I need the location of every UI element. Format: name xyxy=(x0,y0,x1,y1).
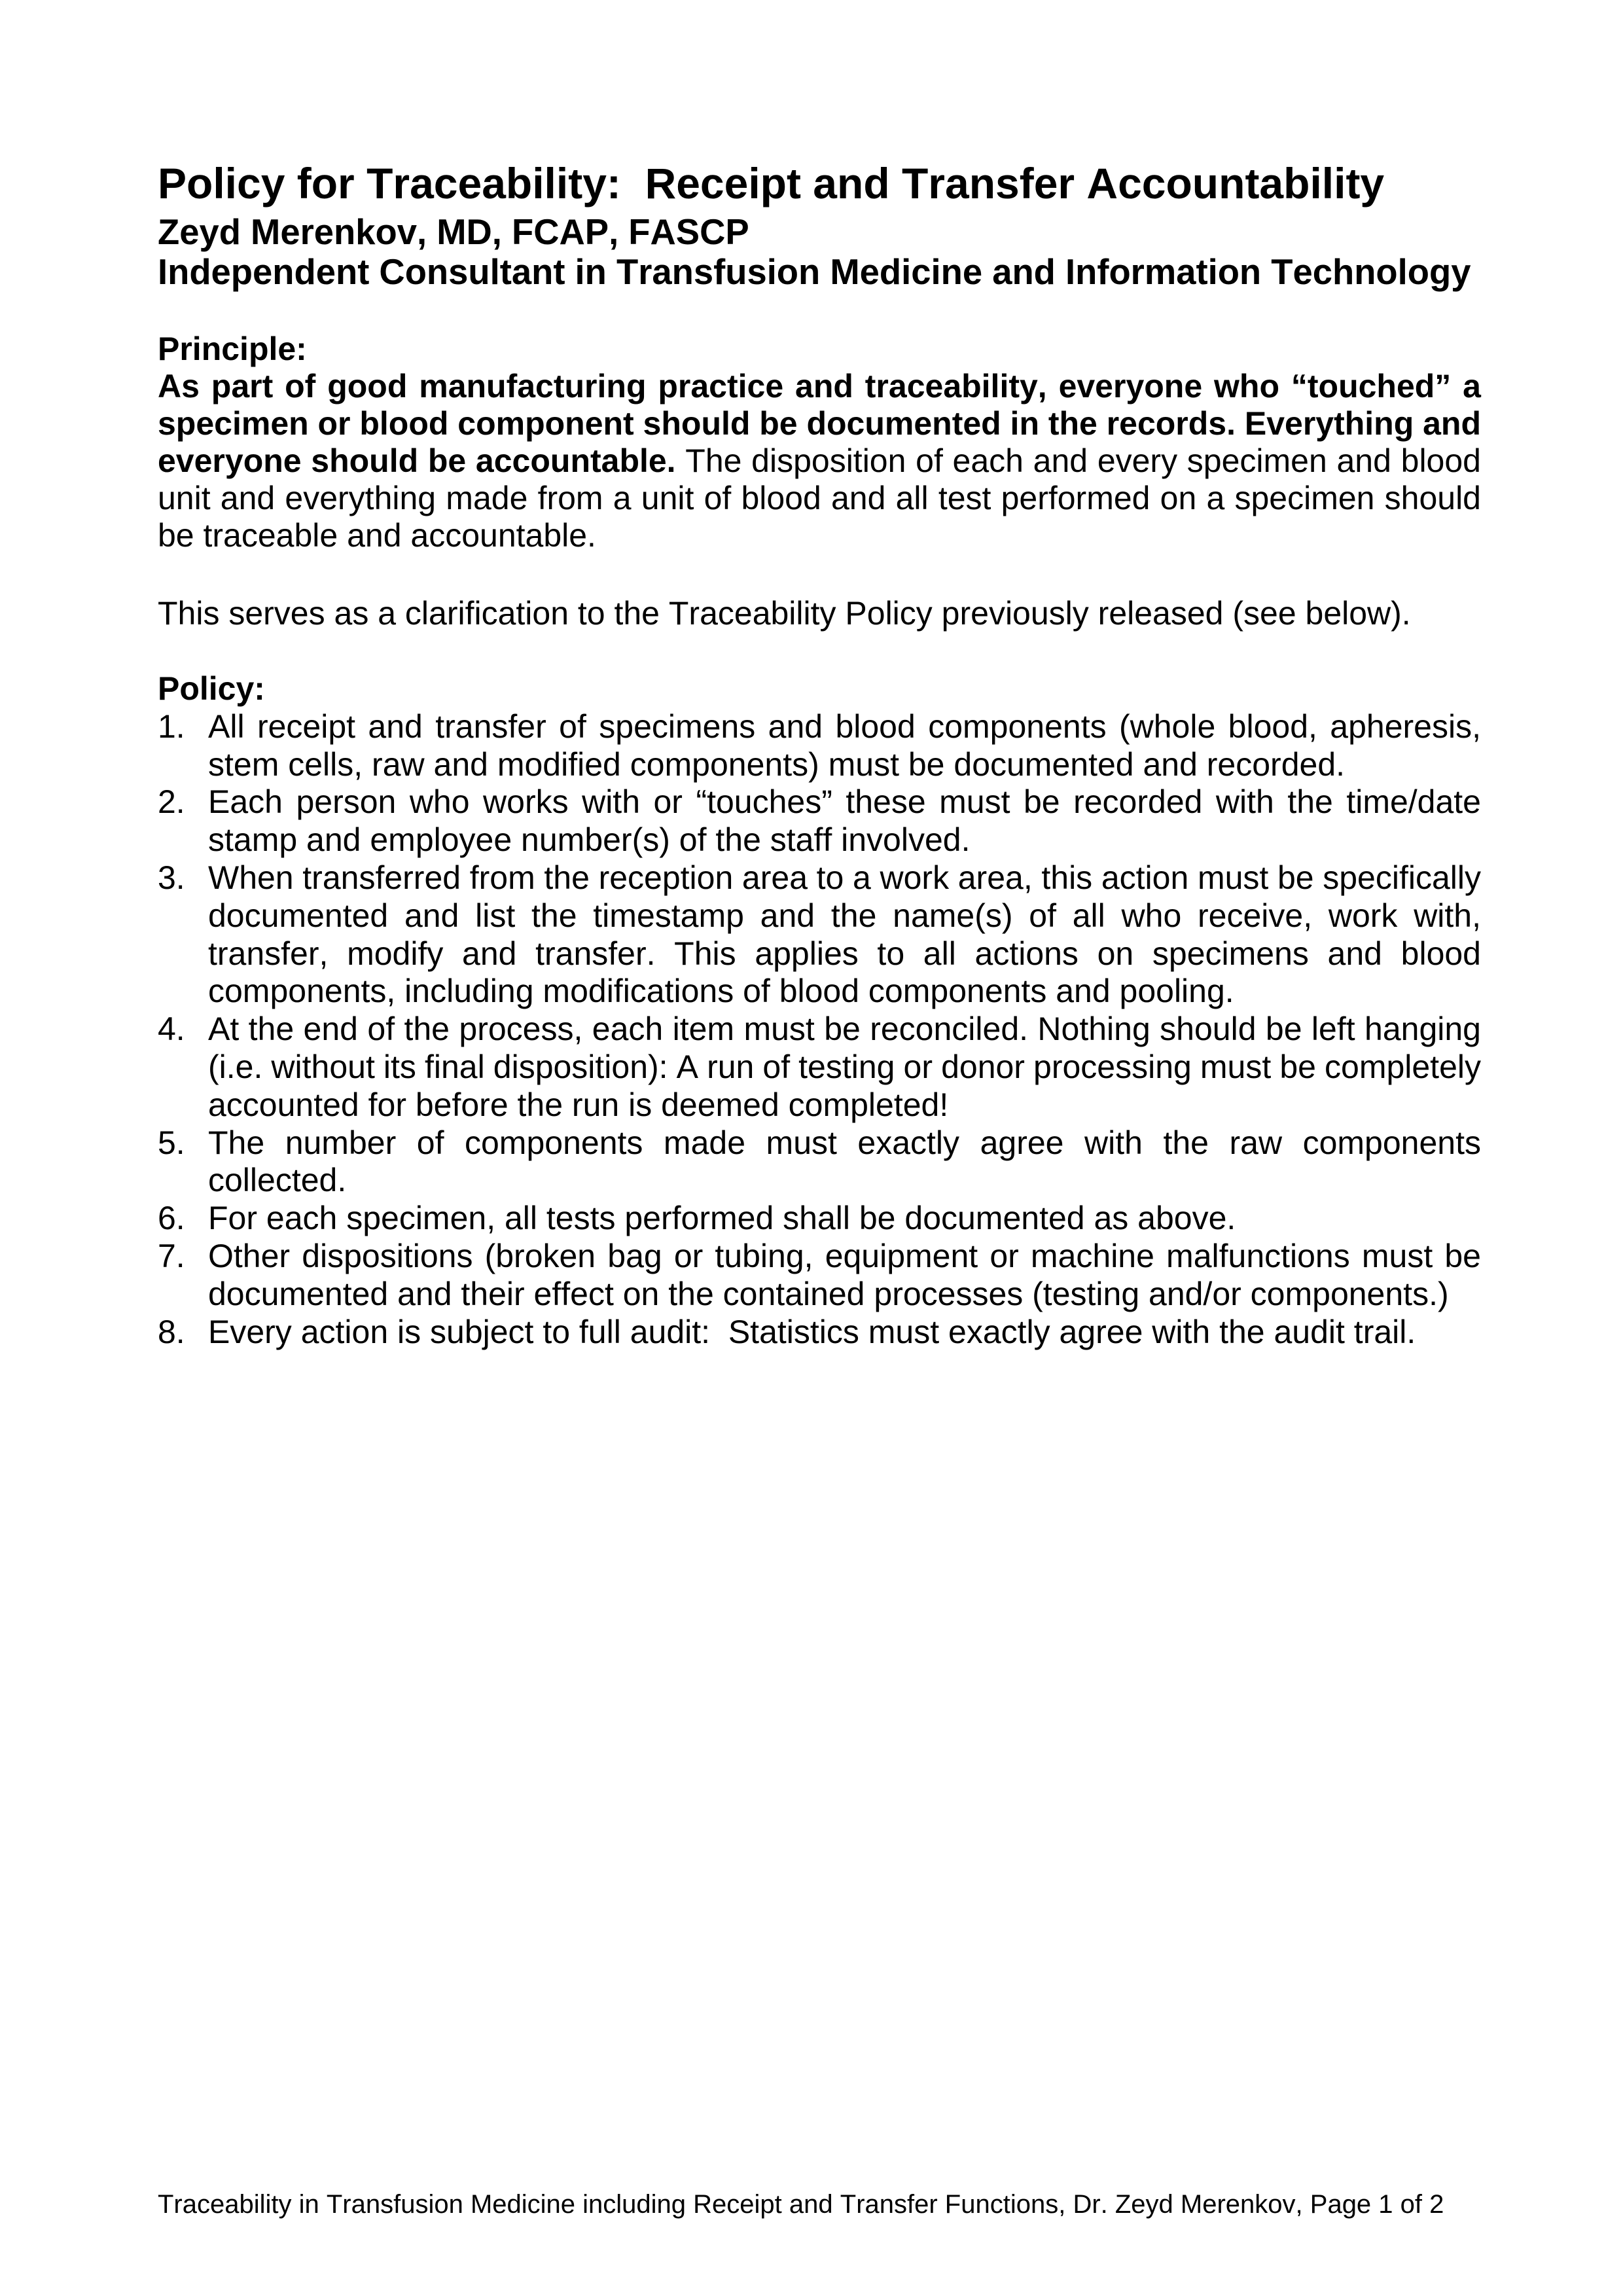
principle-line xyxy=(158,405,1481,442)
regular-text: be traceable and accountable. xyxy=(158,517,596,554)
bold-text: As part of good manufacturing practice and traceability, everyone who “touched” a xyxy=(158,368,1481,404)
item-number: 5. xyxy=(158,1124,185,1161)
principle-line xyxy=(158,442,1481,480)
item-line: stamp and employee number(s) of the staff involved. xyxy=(208,821,971,859)
item-number: 6. xyxy=(158,1200,185,1237)
principle-line xyxy=(158,368,1481,405)
item-number: 3. xyxy=(158,859,185,896)
item-line: Every action is subject to full audit: Statistics must exactly agree with the audit trail. xyxy=(208,1313,1416,1350)
policy-item-1 xyxy=(158,708,1481,784)
policy-heading: Policy: xyxy=(158,670,265,707)
item-line: Each person who works with or “touches” these must be recorded with the time/date xyxy=(208,783,1481,821)
item-line: For each specimen, all tests performed shall be documented as above. xyxy=(208,1200,1236,1237)
policy-section xyxy=(158,670,1481,1351)
principle-heading: Principle: xyxy=(158,331,307,367)
item-text xyxy=(208,1200,1481,1238)
policy-item-8 xyxy=(158,1314,1481,1352)
item-line: Other dispositions (broken bag or tubing, equipment or machine malfunctions must be xyxy=(208,1237,1481,1274)
item-line: (i.e. without its final disposition): A run of testing or donor processing must be completely xyxy=(208,1048,1481,1085)
item-line: When transferred from the reception area to a work area, this action must be specifically xyxy=(208,859,1481,896)
item-text xyxy=(208,708,1481,784)
document-title: Policy for Traceability: Receipt and Transfer Accountability xyxy=(158,159,1385,207)
principle-line xyxy=(158,480,1481,517)
item-line: stem cells, raw and modified components) must be documented and recorded. xyxy=(208,745,1346,783)
policy-item-5 xyxy=(158,1124,1481,1200)
principle-section xyxy=(158,331,1481,554)
item-number: 7. xyxy=(158,1237,185,1274)
item-text xyxy=(208,783,1481,859)
affiliation-line: Independent Consultant in Transfusion Medicine and Information Technology xyxy=(158,252,1471,292)
policy-item-3 xyxy=(158,859,1481,1011)
policy-item-4 xyxy=(158,1011,1481,1124)
regular-text: unit and everything made from a unit of blood and all test performed on a specimen should xyxy=(158,480,1481,516)
item-number: 1. xyxy=(158,708,185,745)
author-line: Zeyd Merenkov, MD, FCAP, FASCP xyxy=(158,212,749,252)
policy-item-2 xyxy=(158,783,1481,859)
item-number: 8. xyxy=(158,1313,185,1350)
item-line: At the end of the process, each item must be reconciled. Nothing should be left hanging xyxy=(208,1011,1481,1048)
regular-text: The disposition of each and every specimen and blood xyxy=(685,442,1481,479)
item-line: The number of components made must exactly agree with the raw components xyxy=(208,1124,1481,1161)
item-line: collected. xyxy=(208,1162,347,1199)
item-line: documented and their effect on the contained processes (testing and/or components.) xyxy=(208,1275,1449,1312)
item-line: documented and list the timestamp and the name(s) of all who receive, work with, xyxy=(208,897,1481,934)
item-number: 4. xyxy=(158,1011,185,1048)
policy-item-7 xyxy=(158,1238,1481,1314)
item-text xyxy=(208,1314,1481,1352)
bold-text: everyone should be accountable. xyxy=(158,442,676,479)
item-text xyxy=(208,1238,1481,1314)
clarification-text: This serves as a clarification to the Traceability Policy previously released (see below). xyxy=(158,595,1411,632)
byline xyxy=(158,212,1471,292)
item-line: accounted for before the run is deemed completed! xyxy=(208,1086,949,1123)
item-text xyxy=(208,1124,1481,1200)
item-number: 2. xyxy=(158,783,185,821)
item-line: components, including modifications of blood components and pooling. xyxy=(208,973,1234,1010)
page-footer: Traceability in Transfusion Medicine including Receipt and Transfer Functions, Dr. Zeyd Merenkov, Page 1 of 2 xyxy=(158,2190,1444,2219)
item-line: transfer, modify and transfer. This applies to all actions on specimens and blood xyxy=(208,935,1481,972)
item-text xyxy=(208,859,1481,1011)
principle-line xyxy=(158,517,1481,554)
policy-item-6 xyxy=(158,1200,1481,1238)
item-text xyxy=(208,1011,1481,1124)
item-line: All receipt and transfer of specimens and blood components (whole blood, apheresis, xyxy=(208,708,1481,745)
bold-text: specimen or blood component should be documented in the records. Everything and xyxy=(158,405,1481,442)
